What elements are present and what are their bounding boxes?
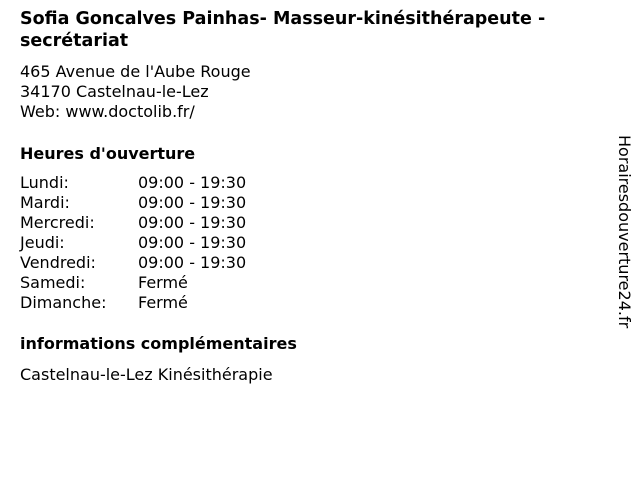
address-city: 34170 Castelnau-le-Lez	[20, 82, 209, 101]
hours-time: 09:00 - 19:30	[138, 173, 247, 192]
hours-row-thursday	[20, 233, 610, 253]
website-link[interactable]: Web: www.doctolib.fr/	[20, 102, 195, 121]
hours-time: Fermé	[138, 273, 188, 292]
site-watermark: Horairesdouverture24.fr	[615, 135, 634, 329]
hours-row-sunday	[20, 293, 610, 313]
hours-day: Vendredi:	[20, 253, 96, 272]
hours-row-saturday	[20, 273, 610, 293]
hours-title: Heures d'ouverture	[20, 144, 196, 163]
business-card	[20, 8, 610, 385]
address-street: 465 Avenue de l'Aube Rouge	[20, 62, 251, 81]
hours-row-monday	[20, 173, 610, 193]
hours-row-friday	[20, 253, 610, 273]
hours-time: 09:00 - 19:30	[138, 233, 247, 252]
address-block	[20, 62, 610, 122]
hours-time: 09:00 - 19:30	[138, 213, 247, 232]
hours-row-wednesday	[20, 213, 610, 233]
hours-day: Dimanche:	[20, 293, 107, 312]
info-text: Castelnau-le-Lez Kinésithérapie	[20, 365, 273, 384]
info-title: informations complémentaires	[20, 334, 297, 353]
hours-day: Jeudi:	[20, 233, 65, 252]
hours-row-tuesday	[20, 193, 610, 213]
hours-time: Fermé	[138, 293, 188, 312]
hours-time: 09:00 - 19:30	[138, 193, 247, 212]
hours-day: Mardi:	[20, 193, 70, 212]
hours-day: Lundi:	[20, 173, 69, 192]
business-name: Sofia Goncalves Painhas- Masseur-kinésithérapeute - secrétariat	[20, 9, 546, 51]
hours-day: Mercredi:	[20, 213, 95, 232]
hours-day: Samedi:	[20, 273, 86, 292]
hours-table	[20, 173, 610, 313]
hours-time: 09:00 - 19:30	[138, 253, 247, 272]
